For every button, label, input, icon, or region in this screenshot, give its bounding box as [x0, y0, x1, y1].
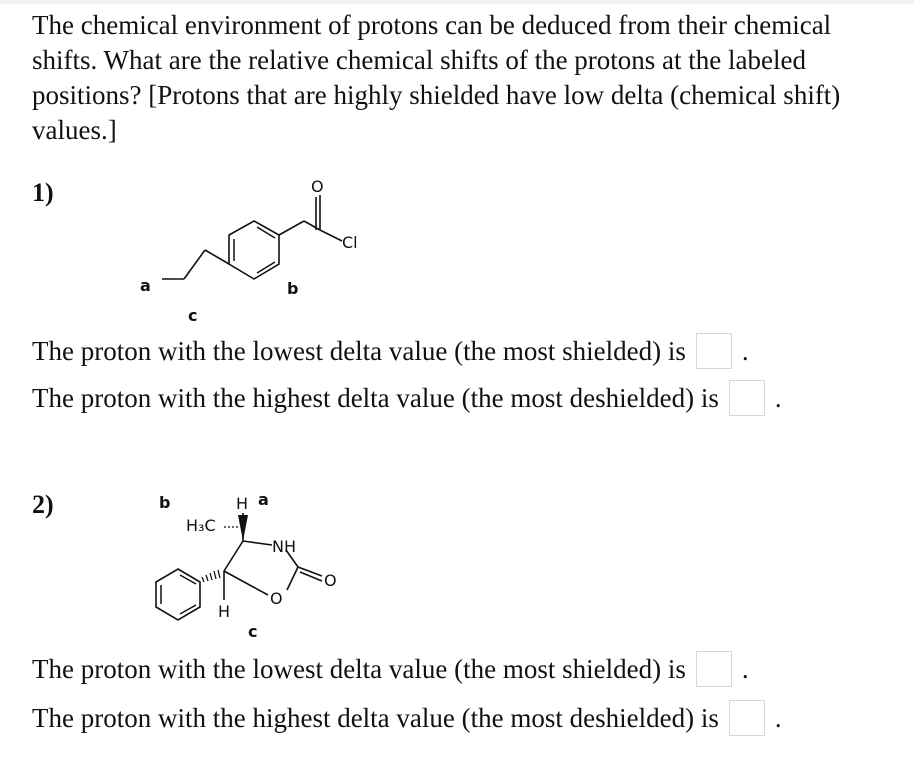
label-b-1: b — [287, 279, 299, 298]
q1-highest-answer-box[interactable] — [729, 380, 765, 416]
q1-lowest-text: The proton with the lowest delta value (the most shielded) is — [32, 335, 686, 366]
q2-lowest-answer-box[interactable] — [696, 651, 732, 687]
molecule-2-structure — [140, 485, 370, 645]
q1-highest-line — [32, 380, 782, 416]
period: . — [774, 702, 782, 733]
question-1-number: 1) — [32, 178, 54, 207]
q2-lowest-text: The proton with the lowest delta value (the most shielded) is — [32, 653, 686, 684]
atom-h-bottom: H — [218, 602, 231, 621]
q1-lowest-line — [32, 333, 749, 369]
q2-highest-answer-box[interactable] — [729, 700, 765, 736]
period: . — [741, 335, 749, 366]
top-bar — [0, 0, 914, 4]
q2-highest-text: The proton with the highest delta value (the most deshielded) is — [32, 702, 719, 733]
q2-lowest-line — [32, 651, 749, 687]
question-intro: The chemical environment of protons can be deduced from their chemical shifts. What are the relative chemical shifts of the protons at the labeled positions? [Protons that are highly shielded have low delta (chemical shift) values.] — [32, 10, 841, 145]
q1-highest-text: The proton with the highest delta value (the most deshielded) is — [32, 382, 719, 413]
label-c-2: c — [248, 622, 258, 641]
molecule-1-structure — [130, 175, 380, 325]
period: . — [741, 653, 749, 684]
atom-oxygen-ring: O — [270, 589, 283, 608]
period: . — [774, 382, 782, 413]
q2-highest-line — [32, 700, 782, 736]
atom-oxygen-carbonyl: O — [324, 571, 337, 590]
label-c-1: c — [188, 306, 198, 325]
label-b-2: b — [159, 493, 171, 512]
question-2-number: 2) — [32, 490, 54, 519]
label-a-1: a — [140, 276, 151, 295]
atom-oxygen-1: O — [311, 177, 324, 196]
atom-nh: NH — [272, 537, 296, 556]
label-a-2: a — [258, 490, 269, 509]
q1-lowest-answer-box[interactable] — [696, 333, 732, 369]
atom-methyl: H₃C — [186, 516, 216, 535]
atom-chlorine: Cl — [342, 233, 358, 252]
atom-h-top: H — [236, 494, 249, 513]
